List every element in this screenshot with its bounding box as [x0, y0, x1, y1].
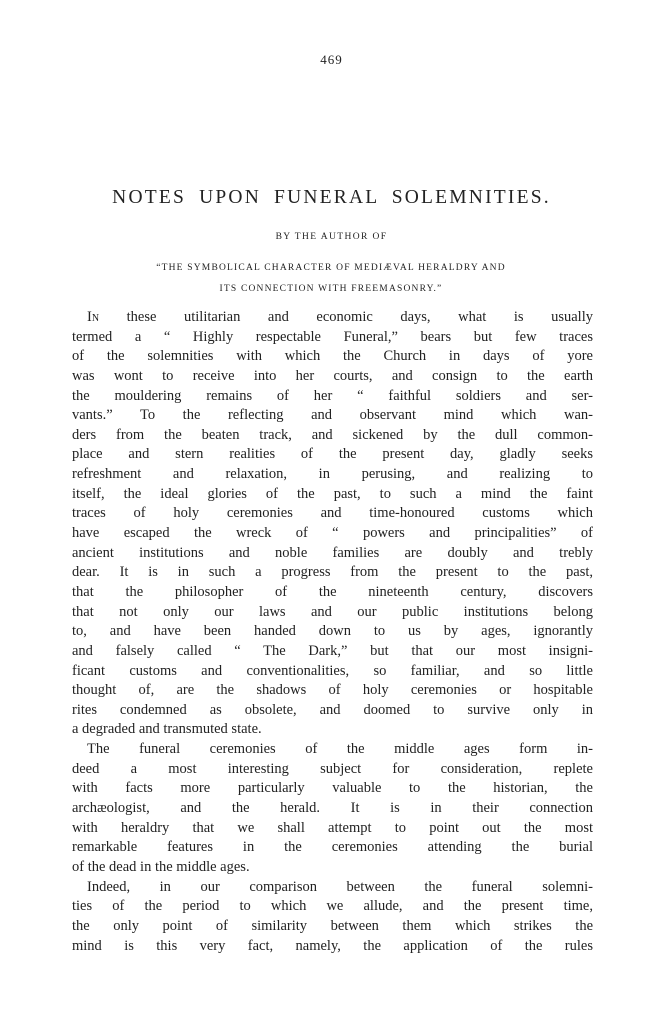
- body-line: place and stern realities of the present day, gladly seeks: [72, 446, 593, 463]
- body-line: thought of, are the shadows of holy ceremonies or hospitable: [72, 682, 593, 699]
- body-line: vants.” To the reflecting and observant mind which wan-: [72, 407, 593, 424]
- body-line: remarkable features in the ceremonies attending the burial: [72, 839, 593, 856]
- body-line: with facts more particularly valuable to the historian, the: [72, 780, 593, 797]
- body-line: mind is this very fact, namely, the application of the rules: [72, 937, 593, 954]
- body-line: itself, the ideal glories of the past, to such a mind the faint: [72, 485, 593, 502]
- body-line: and falsely called “ The Dark,” but that our most insigni-: [72, 642, 593, 659]
- body-line: ficant customs and conventionalities, so familiar, and so little: [72, 662, 593, 679]
- subtitle-line: “THE SYMBOLICAL CHARACTER OF MEDIÆVAL HERALDRY AND: [156, 263, 506, 273]
- body-line: dear. It is in such a progress from the present to the past,: [72, 564, 593, 581]
- body-line-text: these utilitarian and economic days, what is usually: [99, 309, 593, 325]
- body-line: ties of the period to which we allude, and the present time,: [72, 898, 593, 915]
- body-line: the only point of similarity between them which strikes the: [72, 917, 593, 934]
- body-line: ancient institutions and noble families are doubly and trebly: [72, 544, 593, 561]
- body-line: a degraded and transmuted state.: [72, 721, 262, 738]
- body-line: have escaped the wreck of “ powers and principalities” of: [72, 525, 593, 542]
- body-line: The funeral ceremonies of the middle ages form in-: [87, 741, 593, 758]
- body-line: archæologist, and the herald. It is in their connection: [72, 800, 593, 817]
- article-body: [72, 308, 593, 956]
- body-line: deed a most interesting subject for consideration, replete: [72, 760, 593, 777]
- body-line: that the philosopher of the nineteenth century, discovers: [72, 583, 593, 600]
- subtitle-line: ITS CONNECTION WITH FREEMASONRY.”: [219, 284, 443, 294]
- body-line: of the dead in the middle ages.: [72, 858, 250, 875]
- body-line: of the solemnities with which the Church in days of yore: [72, 348, 593, 365]
- body-line: termed a “ Highly respectable Funeral,” bears but few traces: [72, 328, 593, 345]
- body-line: [72, 308, 593, 328]
- body-line: to, and have been handed down to us by ages, ignorantly: [72, 623, 593, 640]
- body-line: rites condemned as obsolete, and doomed to survive only in: [72, 701, 593, 718]
- body-line: refreshment and relaxation, in perusing, and realizing to: [72, 466, 593, 483]
- body-line: traces of holy ceremonies and time-honoured customs which: [72, 505, 593, 522]
- byline: BY THE AUTHOR OF: [275, 232, 388, 242]
- article-title: NOTES UPON FUNERAL SOLEMNITIES.: [112, 187, 551, 208]
- page-number: 469: [320, 52, 343, 67]
- body-line: the mouldering remains of her “ faithful soldiers and ser-: [72, 387, 593, 404]
- body-line: was wont to receive into her courts, and consign to the earth: [72, 367, 593, 384]
- body-line: that not only our laws and our public institutions belong: [72, 603, 593, 620]
- dropcap-word: In: [87, 309, 100, 325]
- body-line: with heraldry that we shall attempt to point out the most: [72, 819, 593, 836]
- body-line: Indeed, in our comparison between the funeral solemni-: [87, 878, 593, 895]
- body-line: ders from the beaten track, and sickened by the dull common-: [72, 426, 593, 443]
- source-work-title: [76, 258, 586, 300]
